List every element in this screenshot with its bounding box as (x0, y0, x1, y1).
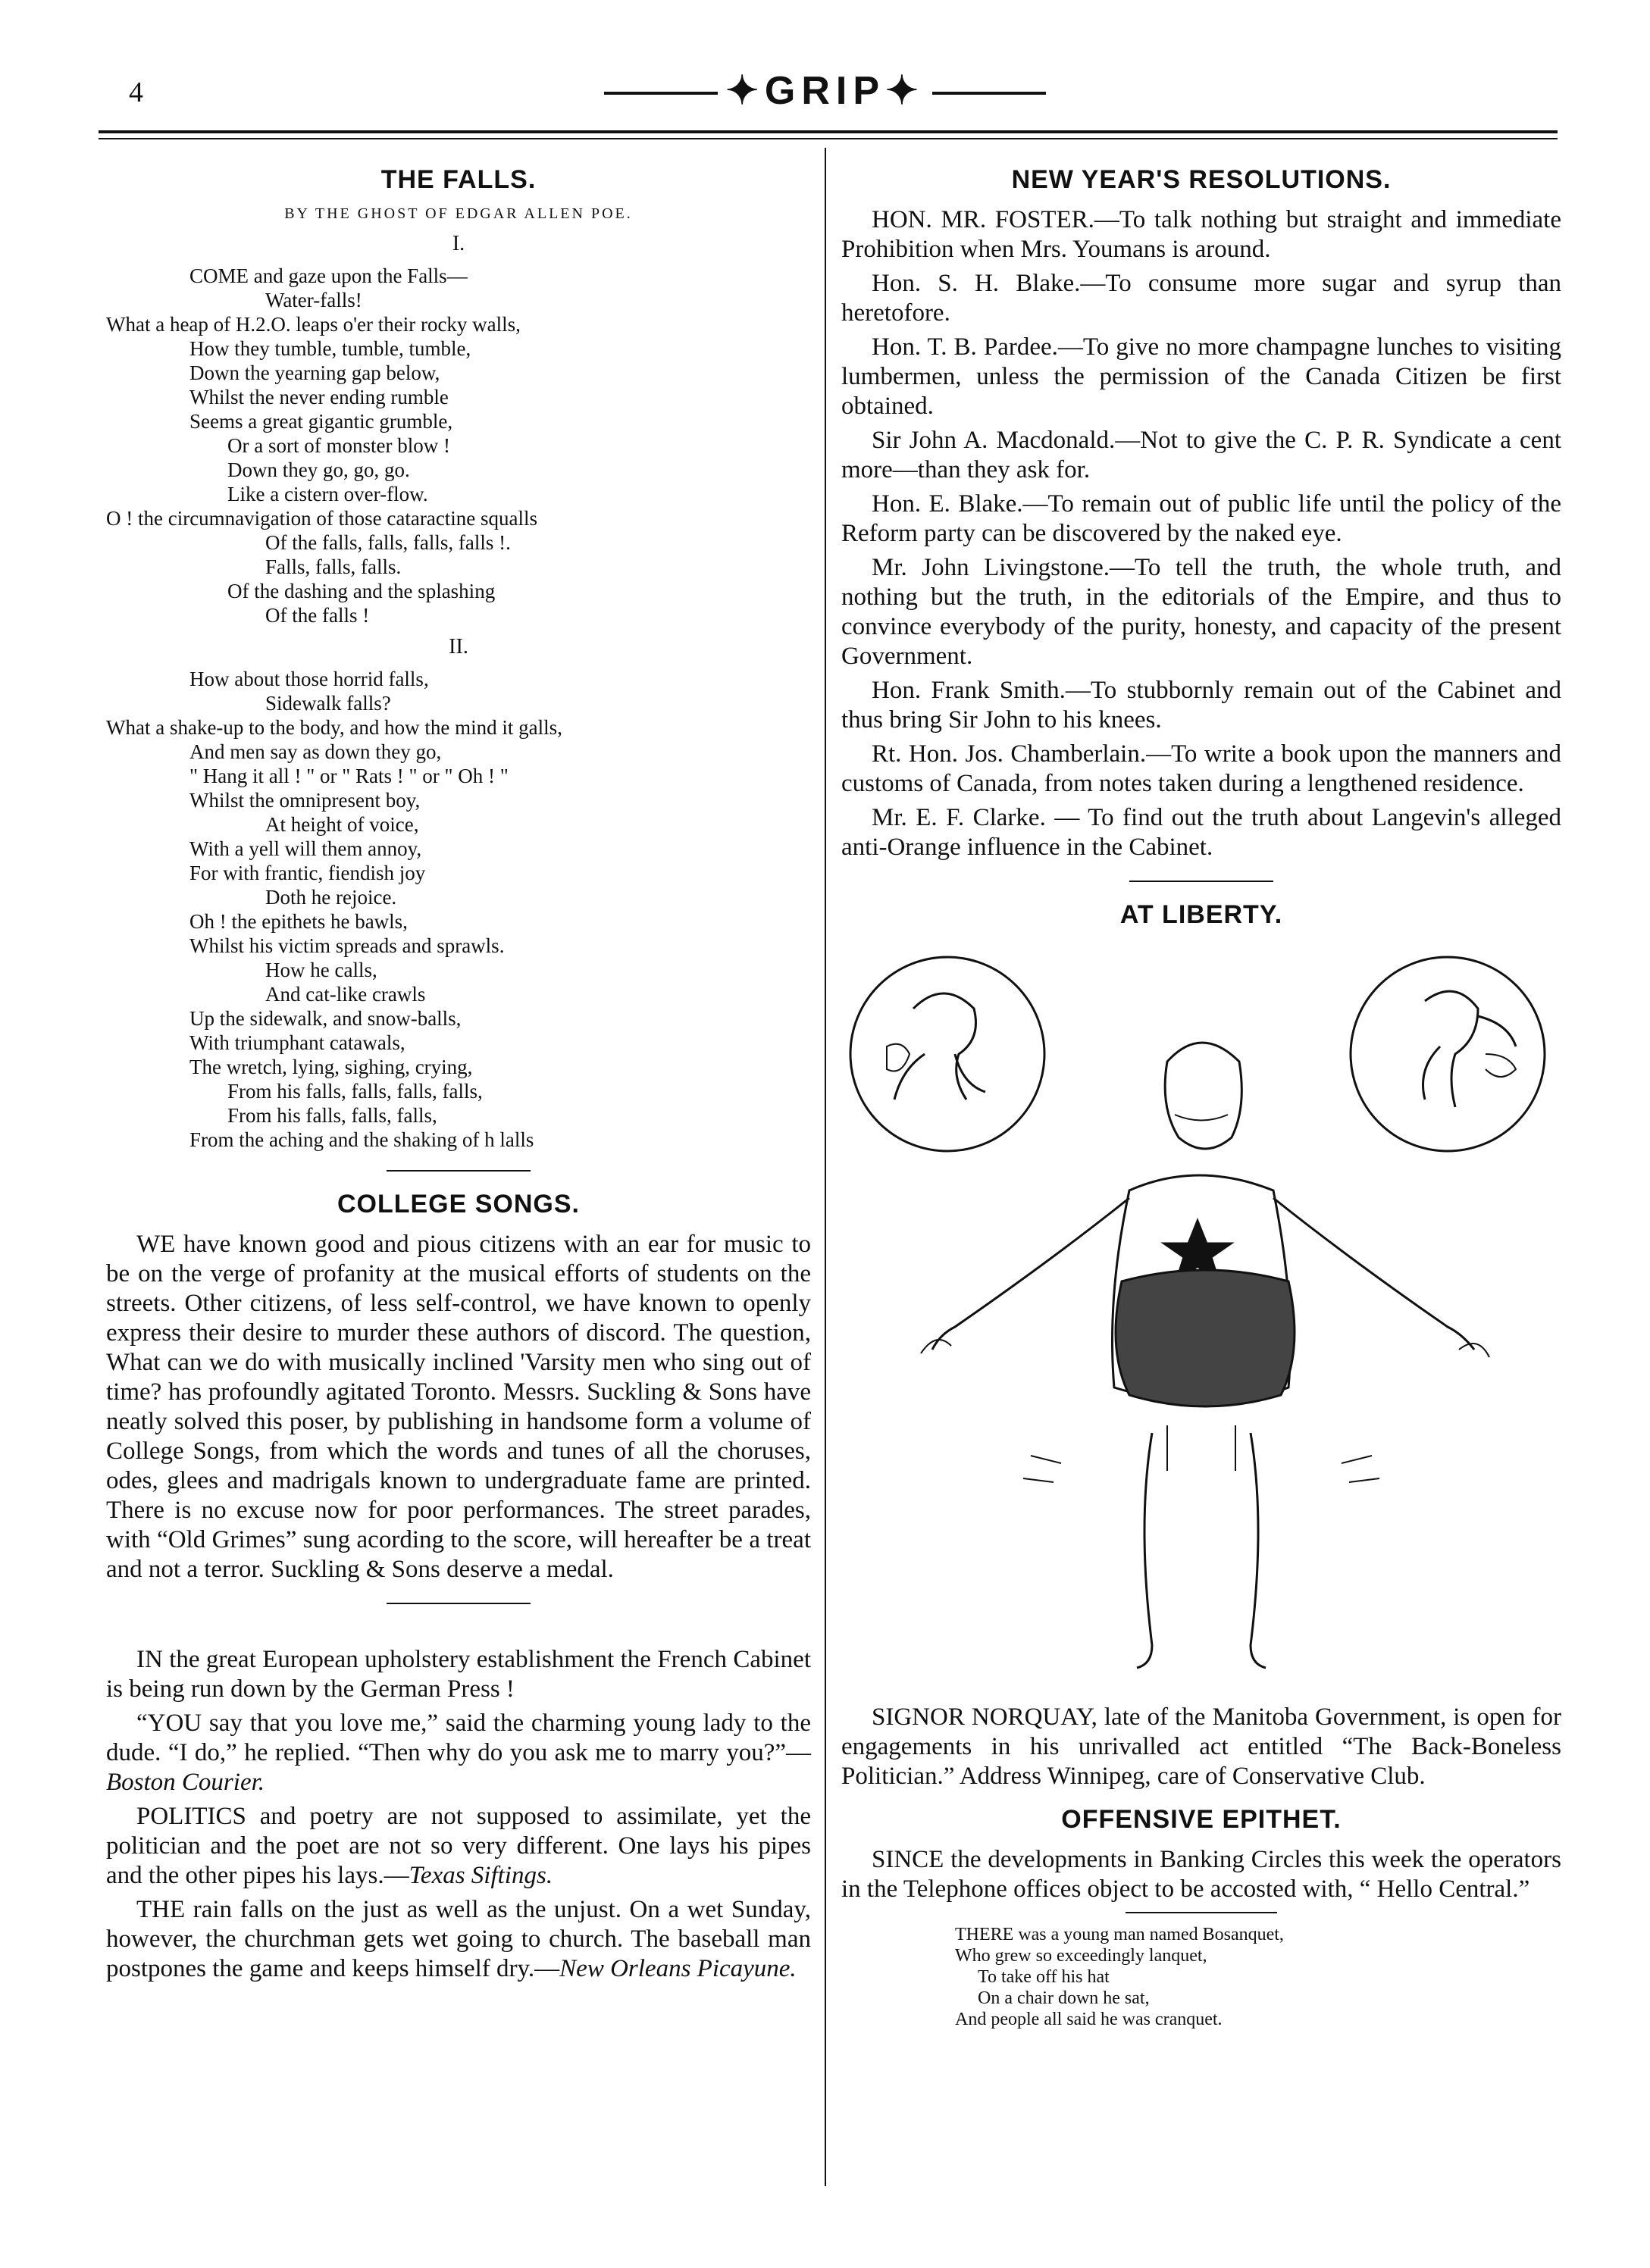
poem-line: How they tumble, tumble, tumble, (189, 337, 471, 360)
college-songs-lead: WE (136, 1231, 176, 1258)
poem-line: Seems a great gigantic grumble, (189, 410, 453, 433)
resolution-item: Hon. E. Blake.—To remain out of public life until the policy of the Reform party can be discovered by the naked eye. (841, 490, 1561, 547)
paragraph-source: Boston Courier. (106, 1769, 265, 1796)
college-songs-article (106, 1230, 811, 1584)
poem-line: From his falls, falls, falls, falls, (227, 1080, 483, 1103)
section-divider (387, 1603, 531, 1604)
header-rule-thin (99, 138, 1558, 139)
poem-line: From the aching and the shaking of h lalls (189, 1128, 534, 1151)
paragraph-body: the great European upholstery establishment the French Cabinet is being run down by the German Press ! (106, 1646, 811, 1703)
paragraph-body: “YOU say that you love me,” said the charming young lady to the dude. “I do,” he replied. “Then why do you ask me to marry you?”— (106, 1710, 811, 1766)
resolution-item: Hon. S. H. Blake.—To consume more sugar and syrup than heretofore. (841, 270, 1561, 327)
cartoon-svg (841, 940, 1561, 1698)
poem-line: " Hang it all ! " or " Rats ! " or " Oh ! " (189, 765, 509, 787)
resolutions-list (841, 205, 1561, 862)
resolutions-title: NEW YEAR'S RESOLUTIONS. (1011, 165, 1392, 194)
resolution-item: Sir John A. Macdonald.—Not to give the C. P. R. Syndicate a cent more—than they ask for. (841, 427, 1561, 483)
right-vignette-circle (1351, 957, 1545, 1151)
right-vignette-figure (1423, 991, 1517, 1107)
poem-line: Of the falls ! (265, 604, 370, 627)
falls-part-one-numeral: I. (452, 232, 465, 255)
poem-line: Down they go, go, go. (227, 458, 410, 481)
limerick-line: On a chair down he sat, (978, 1988, 1150, 2008)
poem-line: Down the yearning gap below, (189, 361, 440, 384)
poem-line: At height of voice, (265, 813, 419, 836)
section-divider (1126, 1912, 1277, 1913)
falls-part-one (106, 264, 811, 627)
masthead-rule-left (604, 92, 718, 95)
header-rule (99, 130, 1558, 133)
poem-line: And cat-like crawls (265, 983, 426, 1006)
falls-byline: BY THE GHOST OF EDGAR ALLEN POE. (284, 205, 633, 222)
limerick-line: THERE was a young man named Bosanquet, (955, 1925, 1284, 1944)
college-songs-title: COLLEGE SONGS. (337, 1190, 581, 1218)
poem-line: COME and gaze upon the Falls— (189, 264, 468, 287)
right-arm (1273, 1198, 1474, 1350)
offensive-epithet-body: SINCE the developments in Banking Circles this week the operators in the Telephone offices object to be accosted with, “ Hello Central.” (841, 1846, 1561, 1903)
offensive-epithet-title: OFFENSIVE EPITHET. (1061, 1805, 1342, 1834)
motion-lines (1023, 1456, 1379, 1482)
paragraphs-block (106, 1645, 811, 1984)
paragraph-source: Texas Siftings. (409, 1862, 553, 1889)
resolution-item: Hon. T. B. Pardee.—To give no more champagne lunches to visiting lumbermen, unless the permission of the Canada Citizen be first obtained. (841, 333, 1561, 420)
paragraph-lead: POLITICS (136, 1803, 246, 1830)
poem-line: For with frantic, fiendish joy (189, 862, 426, 884)
falls-title: THE FALLS. (380, 165, 537, 194)
poem-line: Of the falls, falls, falls, falls !. (265, 531, 511, 554)
paragraph-lead: IN (136, 1646, 163, 1673)
paragraph-dude (106, 1709, 811, 1797)
poem-line: Sidewalk falls? (265, 692, 391, 715)
poem-line: What a heap of H.2.O. leaps o'er their rocky walls, (106, 313, 521, 336)
poem-line: What a shake-up to the body, and how the mind it galls, (106, 716, 562, 739)
left-vignette-circle (850, 957, 1044, 1151)
poem-line: Whilst his victim spreads and sprawls. (189, 934, 505, 957)
resolution-item: Mr. E. F. Clarke. — To find out the truth about Langevin's alleged anti-Orange influence in the Cabinet. (841, 804, 1561, 861)
right-column (841, 152, 1561, 2030)
left-column (106, 152, 811, 1988)
masthead-title: GRIP (764, 69, 886, 113)
paragraph-body: and poetry are not supposed to assimilate, yet the politician and the poet are not so very different. One lays his pipes and the other pipes his lays.— (106, 1803, 811, 1889)
limerick-line: To take off his hat (978, 1967, 1110, 1987)
section-divider (1129, 881, 1273, 882)
paragraph-lead: THE (136, 1896, 186, 1923)
figure-head (1165, 1043, 1241, 1149)
poem-line: Or a sort of monster blow ! (227, 434, 450, 457)
resolution-item: Rt. Hon. Jos. Chamberlain.—To write a book upon the manners and customs of Canada, from notes taken during a lengthened residence. (841, 740, 1561, 797)
poem-line: Doth he rejoice. (265, 886, 397, 909)
resolution-item: Mr. John Livingstone.—To tell the truth, the whole truth, and nothing but the truth, in the editorials of the Empire, and thus to convince everybody of the purity, honesty, and capacity of the present Government. (841, 554, 1561, 670)
poem-line: How he calls, (265, 959, 377, 981)
limerick-line: Who grew so exceedingly lanquet, (955, 1946, 1207, 1966)
cartoon-illustration (841, 940, 1561, 1698)
resolution-item: Hon. Frank Smith.—To stubbornly remain out of the Cabinet and thus bring Sir John to his knees. (841, 677, 1561, 734)
poem-line: Falls, falls, falls. (265, 555, 402, 578)
paragraph-rain (106, 1895, 811, 1984)
poem-line: Up the sidewalk, and snow-balls, (189, 1007, 462, 1030)
poem-line: Of the dashing and the splashing (227, 580, 496, 602)
cartoon-caption: SIGNOR NORQUAY, late of the Manitoba Government, is open for engagements in his unrivalled act entitled “The Back-Boneless Politician.” Address Winnipeg, care of Conservative Club. (841, 1703, 1561, 1790)
paragraph-upholstery (106, 1645, 811, 1704)
poem-line: How about those horrid falls, (189, 668, 429, 690)
poem-line: The wretch, lying, sighing, crying, (189, 1056, 473, 1078)
college-songs-body: have known good and pious citizens with an ear for music to be on the verge of profanity at the musical efforts of students on the streets. Other citizens, of less self-control, we have known to openly express their desire to murder these authors of discord. The question, What can we do with musically inclined 'Varsity men who sing out of time? has profoundly agitated Toronto. Messrs. Suckling & Sons have neatly solved this poser, by publishing in handsome form a volume of College Songs, from which the words and tunes of all the choruses, odes, glees and madrigals known to undergraduate fame are printed. There is no excuse now for poor performances. The street parades, with “Old Grimes” sung acording to the score, will hereafter be a treat and not a terror. Suckling & Sons deserve a medal. (106, 1231, 811, 1583)
paragraph-source: New Orleans Picayune. (559, 1955, 797, 1982)
poem-line: Oh ! the epithets he bawls, (189, 910, 408, 933)
section-divider (387, 1170, 531, 1172)
poem-line: With a yell will them annoy, (189, 837, 422, 860)
poem-line: With triumphant catawals, (189, 1031, 405, 1054)
masthead: ✦GRIP✦ (0, 68, 1650, 114)
poem-line: Like a cistern over-flow. (227, 483, 428, 505)
poem-line: Water-falls! (265, 289, 362, 311)
limerick (841, 1924, 1561, 2030)
at-liberty-title: AT LIBERTY. (1119, 900, 1283, 929)
left-vignette-figure (894, 993, 985, 1100)
column-divider (825, 148, 826, 2186)
masthead-rule-right (932, 92, 1046, 95)
poem-line: And men say as down they go, (189, 740, 442, 763)
page-number: 4 (129, 77, 143, 108)
figure-legs (1137, 1433, 1266, 1668)
falls-part-two (106, 667, 811, 1152)
paragraph-politics (106, 1802, 811, 1891)
poem-line: From his falls, falls, falls, (227, 1104, 437, 1127)
poem-line: O ! the circumnavigation of those cataractine squalls (106, 507, 538, 530)
poem-line: Whilst the never ending rumble (189, 386, 449, 408)
paragraph-body: rain falls on the just as well as the unjust. On a wet Sunday, however, the churchman gets wet going to church. The baseball man postpones the game and keeps himself dry.— (106, 1896, 811, 1982)
figure-trunks (1116, 1270, 1295, 1406)
resolution-item: HON. MR. FOSTER.—To talk nothing but straight and immediate Prohibition when Mrs. Youmans is around. (841, 206, 1561, 263)
left-arm (932, 1198, 1129, 1350)
falls-part-two-numeral: II. (449, 635, 468, 659)
limerick-line: And people all said he was cranquet. (955, 2010, 1223, 2029)
poem-line: Whilst the omnipresent boy, (189, 789, 421, 812)
